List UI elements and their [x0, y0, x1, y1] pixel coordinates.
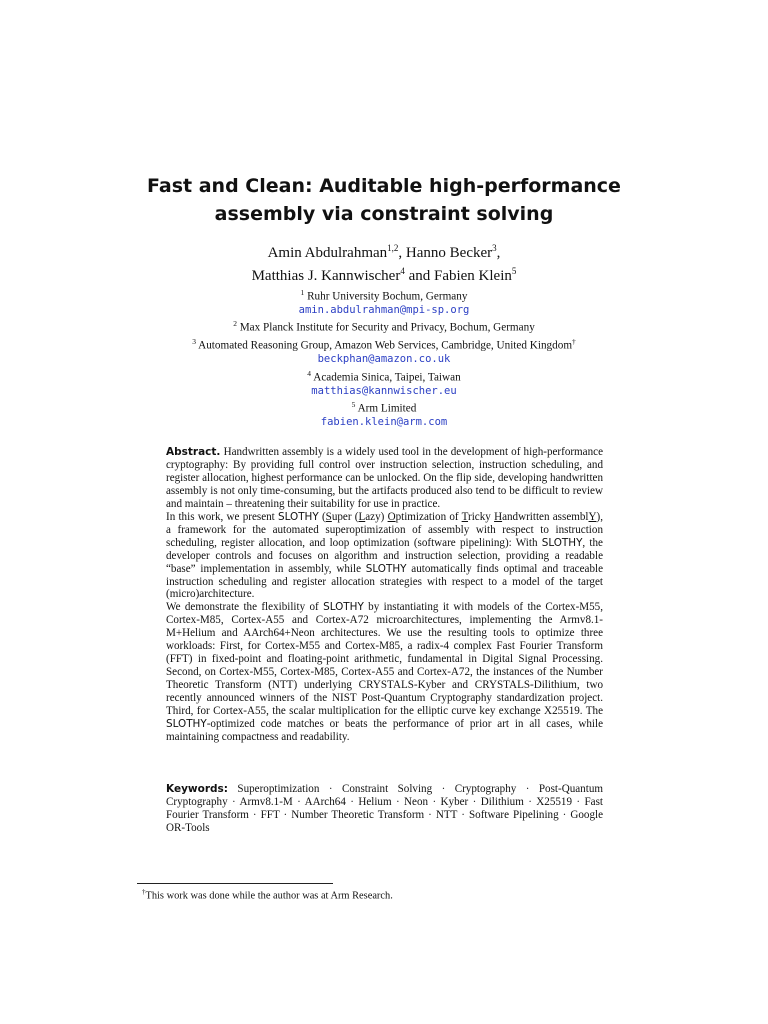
email-link[interactable]: matthias@kannwischer.eu: [311, 384, 457, 397]
slothy-name: SLOTHY: [278, 510, 319, 523]
abstract-paragraph-2: In this work, we present SLOTHY (Super (Lazy) Optimization of Tricky Handwritten assemblY), a framework for the automated superoptimization of assembly with respect to instruction scheduling, register allocation, and loop optimization (software pipelining): With SLOTHY, the developer controls and focuses on algorithm and instruction selection, providing a readable “base” implementation in assembly, while SLOTHY automatically finds optimal and traceable instruction scheduling and register allocation strategies with respect to a model of the target (micro)architecture.: [166, 510, 603, 601]
affiliation-number: 4: [307, 368, 312, 378]
abstract-text: automatically finds optimal and traceable instruction scheduling and register allocation strategies with respect to a model of the target (micro)architecture.: [166, 562, 603, 601]
author-name: Matthias J. Kannwischer: [251, 268, 401, 284]
author-name: Amin Abdulrahman: [267, 245, 388, 261]
acronym-rest: azy): [365, 510, 388, 523]
affiliation-name: Academia Sinica, Taipei, Taiwan: [313, 371, 461, 384]
author-separator: and: [404, 268, 434, 284]
email-link[interactable]: fabien.klein@arm.com: [320, 416, 448, 429]
affiliation-email[interactable]: [100, 416, 668, 429]
author-separator: ,: [496, 245, 501, 261]
affiliation-name: Max Planck Institute for Security and Privacy, Bochum, Germany: [239, 322, 535, 335]
affiliation-number: 3: [192, 337, 196, 347]
keyword-separator: ·: [572, 796, 585, 808]
email-link[interactable]: beckphan@amazon.co.uk: [317, 353, 451, 366]
abstract-paragraph-1: [166, 446, 603, 511]
acronym-rest: uper (: [331, 510, 359, 523]
abstract-text: by instantiating it with models of the Cortex-M55, Cortex-M85, Cortex-A55 and Cortex-A72 microarchitectures, implementing the Armv8.1-M+Helium and AArch64+Neon architectures. We use the resulting tools to optimize three workloads: First, for Cortex-M55 and Cortex-M85, a radix-4 complex Fast Fourier Transform (FFT) in fixed-point and floating-point arithmetic, fundamental in Digital Signal Processing. Second, on Cortex-M55, Cortex-M85, Cortex-A55 and Cortex-A72, the instances of the Number Theoretic Transform (NTT) underlying CRYSTALS-Kyber and CRYSTALS-Dilithium, two recently announced winners of the NIST Post-Quantum Cryptography standardization project. Third, for Cortex-A55, the scalar multiplication for the elliptic curve key exchange X25519. The: [166, 601, 603, 718]
slothy-name: SLOTHY: [365, 562, 407, 575]
keyword-separator: ·: [227, 796, 240, 808]
keywords-label: Keywords:: [166, 783, 228, 795]
affiliation-name: Ruhr University Bochum, Germany: [307, 290, 468, 303]
acronym-letter: L: [358, 510, 366, 523]
keyword: Helium: [358, 796, 392, 808]
keyword: Fast Fourier Transform: [166, 796, 603, 821]
keyword-separator: ·: [345, 796, 359, 808]
keyword-separator: ·: [428, 796, 441, 808]
acronym-rest: andwritten assembl: [502, 510, 589, 523]
keyword-separator: ·: [319, 783, 342, 795]
affiliation-4: [100, 367, 668, 385]
author-line-1: [100, 239, 668, 262]
abstract: [166, 446, 603, 744]
keyword-separator: ·: [468, 796, 481, 808]
affiliation-email[interactable]: [100, 353, 668, 366]
keyword-separator: ·: [558, 809, 571, 821]
keyword: Constraint Solving: [341, 783, 433, 795]
keyword-separator: ·: [279, 809, 292, 821]
keyword-separator: ·: [432, 783, 455, 795]
keywords-list: [166, 783, 603, 834]
acronym-letter: O: [387, 510, 396, 523]
slothy-name: SLOTHY: [166, 718, 207, 731]
paper-title: Fast and Clean: Auditable high-performance assembly via constraint solving: [147, 175, 621, 225]
affiliation-2: [100, 317, 668, 335]
author-list: [100, 239, 668, 285]
keyword-separator: ·: [523, 796, 537, 808]
author-affil-sup: 5: [511, 266, 517, 276]
keyword: Number Theoretic Transform: [291, 809, 425, 821]
author-name: Fabien Klein: [433, 268, 512, 284]
keyword-separator: ·: [292, 796, 305, 808]
author-separator: ,: [398, 245, 406, 261]
affiliation-number: 1: [300, 288, 305, 297]
affiliation-1: [100, 286, 668, 304]
author-affil-sup: 4: [400, 266, 405, 276]
keyword-separator: ·: [516, 783, 539, 795]
keyword-separator: ·: [248, 809, 261, 821]
footnote: [142, 886, 393, 902]
acronym-letter: S: [325, 510, 332, 523]
keyword-separator: ·: [457, 809, 469, 821]
keyword: X25519: [536, 796, 573, 808]
author-line-2: [100, 262, 668, 285]
acronym-rest: ptimization of: [395, 510, 462, 523]
abstract-text: We demonstrate the flexibility of: [166, 601, 324, 614]
affiliation-email[interactable]: [100, 385, 668, 398]
affiliation-list: [100, 286, 668, 429]
keyword: Software Pipelining: [468, 809, 559, 821]
keyword: Cryptography: [454, 783, 517, 795]
footnote-mark: †: [142, 888, 146, 896]
keyword: Dilithium: [480, 796, 524, 808]
keyword: NTT: [435, 809, 458, 821]
footnote-text: This work was done while the author was at Arm Research.: [145, 890, 393, 902]
slothy-name: SLOTHY: [323, 601, 364, 614]
keyword: Armv8.1-M: [239, 796, 293, 808]
keyword: Superoptimization: [237, 783, 320, 795]
affiliation-name: Automated Reasoning Group, Amazon Web Services, Cambridge, United Kingdom: [198, 340, 573, 353]
keyword: Google OR-Tools: [166, 809, 604, 834]
author-name: Hanno Becker: [405, 245, 493, 261]
abstract-paragraph-3: [166, 601, 603, 743]
acronym-letter: H: [494, 510, 503, 523]
email-link[interactable]: amin.abdulrahman@mpi-sp.org: [298, 304, 470, 317]
keywords: [166, 783, 603, 835]
keyword: Neon: [404, 796, 429, 808]
abstract-text: ), a framework for the automated superoptimization of assembly with respect to instruction scheduling, register allocation, and loop optimization (software pipelining): With: [166, 510, 603, 549]
keyword: Post-Quantum Cryptography: [166, 783, 603, 808]
author-affil-sup: 1,2: [387, 243, 399, 253]
affiliation-number: 5: [351, 400, 356, 410]
slothy-name: SLOTHY: [541, 536, 583, 549]
keyword: FFT: [260, 809, 280, 821]
author-affil-sup: 3: [492, 243, 497, 253]
keyword: AArch64: [304, 796, 346, 808]
affiliation-email[interactable]: [100, 304, 668, 317]
keyword-separator: ·: [391, 796, 405, 808]
affiliation-5: [100, 398, 668, 416]
affiliation-name: Arm Limited: [357, 402, 417, 415]
footnote-mark: †: [572, 337, 576, 347]
abstract-text: Handwritten assembly is a widely used tool in the development of high-performance cryptography: By providing full control over instruction selection, instruction scheduling, and register allocation, highest performance can be unlocked. On the flip side, developing handwritten assembly is not only time-consuming, but the artifacts produced also tend to be difficult to review and maintain – threatening their suitability for use in practice.: [166, 446, 604, 510]
keyword-separator: ·: [424, 809, 436, 821]
affiliation-3: [90, 335, 678, 353]
abstract-text: In this work, we present: [166, 510, 278, 523]
keyword: Kyber: [440, 796, 469, 808]
abstract-text: , the developer controls and focuses on algorithm and instruction selection, providing a readable “base” implementation in assembly, while: [166, 536, 603, 575]
acronym-rest: ricky: [468, 510, 495, 523]
abstract-label: Abstract.: [166, 446, 221, 458]
affiliation-number: 2: [233, 319, 237, 329]
footnote-rule: [137, 883, 333, 884]
acronym-letter: Y: [588, 510, 597, 523]
acronym-letter: T: [461, 510, 469, 523]
abstract-text: -optimized code matches or beats the performance of prior art in all cases, while maintaining compactness and readability.: [166, 718, 603, 743]
